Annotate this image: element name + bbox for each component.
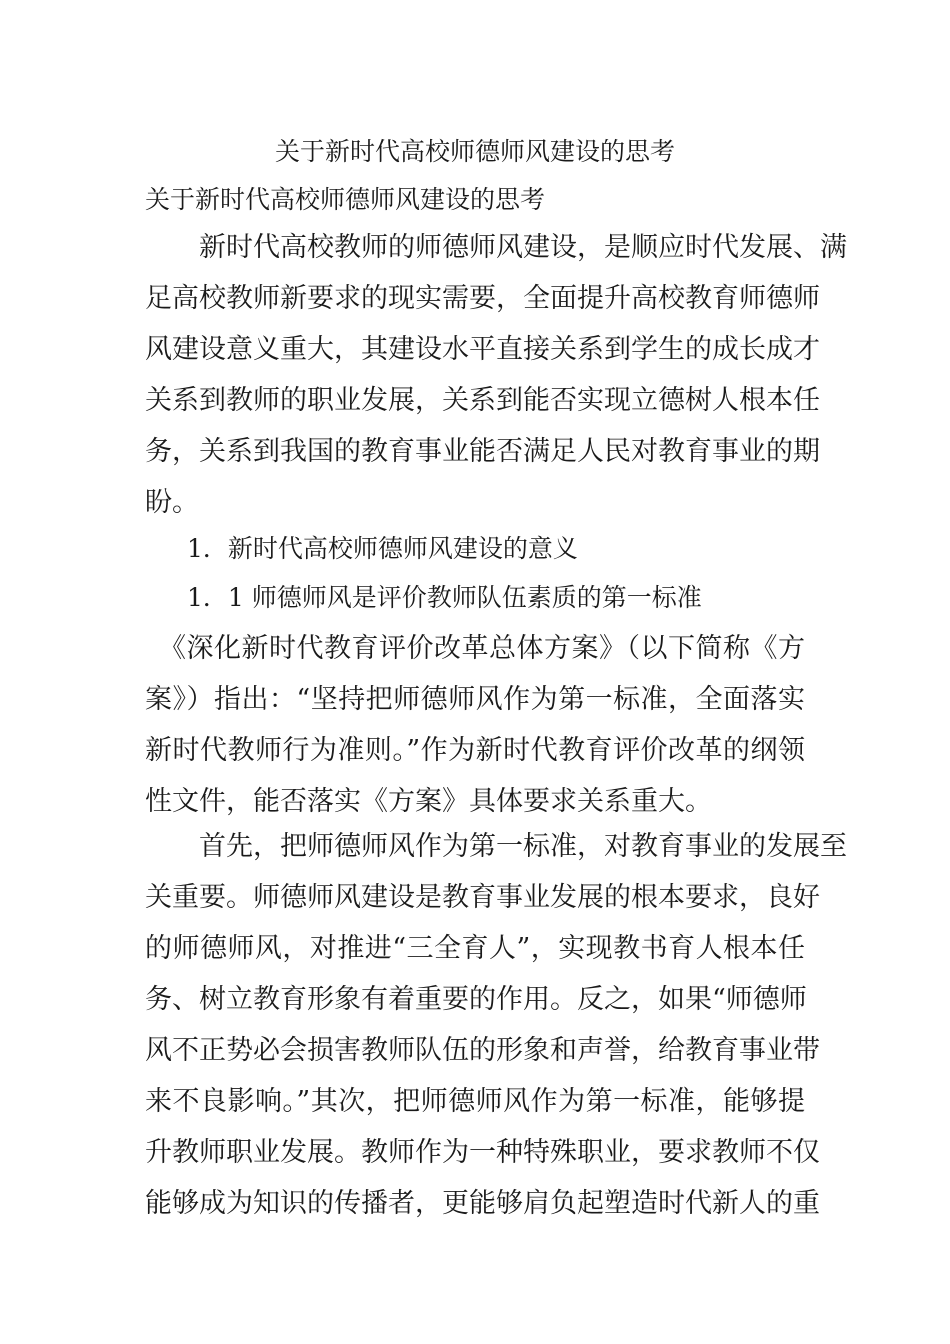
- paragraph-line: 足高校教师新要求的现实需要，全面提升高校教育师德师: [145, 283, 820, 314]
- paragraph-line: 的师德师风，对推进“三全育人”，实现教书育人根本任: [145, 933, 805, 964]
- section-heading-1-1: 1．1 师德师风是评价教师队伍素质的第一标准: [187, 583, 702, 612]
- paragraph-line: 风不正势必会损害教师队伍的形象和声誉，给教育事业带: [145, 1035, 820, 1066]
- paragraph-line: 关重要。师德师风建设是教育事业发展的根本要求，良好: [145, 882, 820, 913]
- paragraph-line: 新时代教师行为准则。”作为新时代教育评价改革的纲领: [145, 735, 805, 766]
- paragraph-line: 首先，把师德师风作为第一标准，对教育事业的发展至: [145, 831, 847, 862]
- paragraph-line: 风建设意义重大，其建设水平直接关系到学生的成长成才: [145, 334, 820, 365]
- paragraph-line: 案》）指出：“坚持把师德师风作为第一标准，全面落实: [145, 684, 805, 715]
- paragraph-line: 关系到教师的职业发展，关系到能否实现立德树人根本任: [145, 385, 820, 416]
- paragraph-line: 《深化新时代教育评价改革总体方案》（以下简称《方: [145, 633, 805, 664]
- section-heading-1: 1．新时代高校师德师风建设的意义: [187, 534, 578, 563]
- document-title: 关于新时代高校师德师风建设的思考: [274, 137, 675, 166]
- paragraph-line: 务、树立教育形象有着重要的作用。反之，如果“师德师: [145, 984, 807, 1015]
- paragraph-plan: [145, 623, 805, 827]
- paragraph-line: 来不良影响。”其次，把师德师风作为第一标准，能够提: [145, 1086, 805, 1117]
- paragraph-line: 能够成为知识的传播者，更能够肩负起塑造时代新人的重: [145, 1188, 820, 1219]
- paragraph-line: 性文件，能否落实《方案》具体要求关系重大。: [145, 786, 712, 817]
- paragraph-first-point: [145, 821, 847, 1229]
- paragraph-line: 升教师职业发展。教师作为一种特殊职业，要求教师不仅: [145, 1137, 820, 1168]
- paragraph-line: 盼。: [145, 487, 199, 518]
- paragraph-line: 务，关系到我国的教育事业能否满足人民对教育事业的期: [145, 436, 820, 467]
- document-subtitle: 关于新时代高校师德师风建设的思考: [145, 185, 546, 214]
- paragraph-intro: [145, 222, 847, 528]
- paragraph-line: 新时代高校教师的师德师风建设，是顺应时代发展、满: [145, 232, 847, 263]
